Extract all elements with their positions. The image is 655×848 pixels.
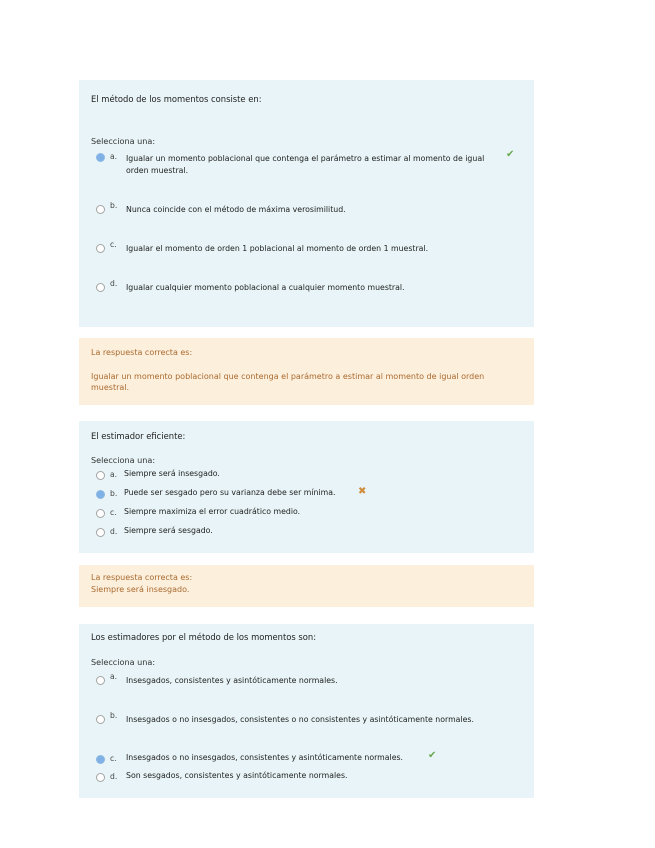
- select-prompt: Selecciona una:: [91, 455, 156, 465]
- option-text: Igualar un momento poblacional que contenga el parámetro a estimar al momento de igual orden muestral.: [126, 154, 485, 175]
- option-b[interactable]: [96, 201, 526, 216]
- option-d[interactable]: [96, 772, 526, 784]
- radio-button-b[interactable]: [96, 490, 105, 499]
- option-b[interactable]: [96, 711, 526, 726]
- option-a[interactable]: [96, 470, 526, 482]
- feedback-answer: Igualar un momento poblacional que contenga el parámetro a estimar al momento de igual orden muestral.: [91, 372, 485, 392]
- option-text: Siempre será insesgado.: [124, 469, 220, 478]
- radio-button-d[interactable]: [96, 773, 105, 782]
- radio-button-b[interactable]: [96, 715, 105, 724]
- option-a[interactable]: [96, 672, 526, 687]
- option-letter: c.: [110, 240, 117, 249]
- feedback-answer: Siempre será insesgado.: [91, 585, 190, 594]
- option-c[interactable]: [96, 508, 526, 520]
- feedback-title: La respuesta correcta es:: [91, 348, 193, 357]
- option-text: Insesgados o no insesgados, consistentes y asintóticamente normales.: [126, 753, 404, 762]
- radio-button-c[interactable]: [96, 755, 105, 764]
- feedback-title: La respuesta correcta es:: [91, 573, 193, 582]
- radio-button-a[interactable]: [96, 471, 105, 480]
- radio-button-b[interactable]: [96, 205, 105, 214]
- option-text: Puede ser sesgado pero su varianza debe ser mínima.: [124, 488, 336, 497]
- question-text: El estimador eficiente:: [91, 431, 186, 441]
- option-text: Igualar el momento de orden 1 poblacional al momento de orden 1 muestral.: [126, 244, 429, 253]
- select-prompt: Selecciona una:: [91, 657, 156, 667]
- question-3: [79, 624, 534, 798]
- option-b[interactable]: [96, 486, 526, 501]
- option-d[interactable]: [96, 279, 526, 294]
- radio-button-c[interactable]: [96, 509, 105, 518]
- option-letter: d.: [110, 527, 118, 536]
- option-text: Insesgados, consistentes y asintóticamente normales.: [126, 676, 338, 685]
- option-c[interactable]: [96, 240, 526, 255]
- option-text: Siempre será sesgado.: [124, 526, 213, 535]
- radio-button-a[interactable]: [96, 153, 105, 162]
- option-letter: c.: [110, 508, 117, 517]
- option-d[interactable]: [96, 527, 526, 539]
- question-1: [79, 80, 534, 327]
- select-prompt: Selecciona una:: [91, 136, 156, 146]
- option-c[interactable]: [96, 750, 526, 766]
- radio-button-c[interactable]: [96, 244, 105, 253]
- question-text: Los estimadores por el método de los momentos son:: [91, 632, 317, 642]
- feedback-2: [79, 565, 534, 607]
- option-text: Siempre maximiza el error cuadrático medio.: [124, 507, 301, 516]
- option-text: Insesgados o no insesgados, consistentes o no consistentes y asintóticamente normales.: [126, 715, 474, 724]
- option-text: Son sesgados, consistentes y asintóticamente normales.: [126, 771, 348, 780]
- option-letter: d.: [110, 772, 118, 781]
- question-text: El método de los momentos consiste en:: [91, 94, 262, 104]
- option-a[interactable]: [96, 149, 526, 178]
- option-letter: b.: [110, 201, 118, 210]
- radio-button-d[interactable]: [96, 528, 105, 537]
- option-letter: a.: [110, 152, 118, 161]
- check-icon: ✔: [428, 750, 437, 761]
- radio-button-a[interactable]: [96, 676, 105, 685]
- feedback-1: [79, 338, 534, 405]
- option-text: Igualar cualquier momento poblacional a cualquier momento muestral.: [126, 283, 405, 292]
- cross-icon: ✖: [358, 486, 367, 497]
- option-letter: a.: [110, 470, 118, 479]
- radio-button-d[interactable]: [96, 283, 105, 292]
- option-letter: a.: [110, 672, 118, 681]
- check-icon: ✔: [506, 149, 515, 160]
- option-letter: d.: [110, 279, 118, 288]
- question-2: [79, 421, 534, 553]
- option-text: Nunca coincide con el método de máxima verosimilitud.: [126, 205, 346, 214]
- option-letter: b.: [110, 711, 118, 720]
- option-letter: b.: [110, 489, 118, 498]
- option-letter: c.: [110, 754, 117, 763]
